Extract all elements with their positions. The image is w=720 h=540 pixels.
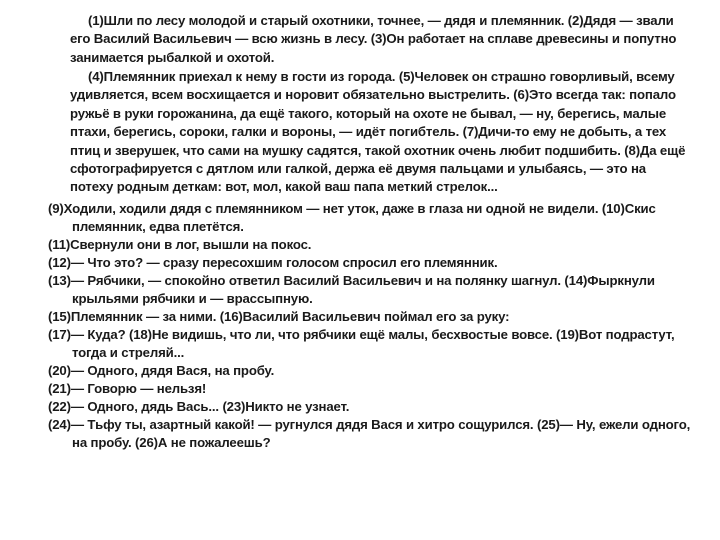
paragraph-2: (4)Племянник приехал к нему в гости из города. (5)Человек он страшно говорливый, всему удивляется, всем восхищается и норовит обязательно выстрелить. (6)Это всегда так: попало ружьё в руки горожанина, да ещё такого, который на охоте не бывал, — ну, берегись, малые птахи, берегись, сороки, галки и вороны, — идёт погибтель. (7)Дичи-то ему не добыть, а тех птиц и зверушек, что сами на мушку садятся, такой охотник очень любит подшибить. (8)Да ещё сфотографируется с дятлом или галкой, держа её двумя пальцами и улыбаясь, — это на потеху родным деткам: вот, мол, какой ваш папа меткий стрелок... [70, 69, 686, 195]
paragraph-8: (17)— Куда? (18)Не видишь, что ли, что рябчики ещё малы, бесхвостые вовсе. (19)Вот подрастут, тогда и стреляй... [48, 327, 675, 361]
paragraph-11: (22)— Одного, дядь Вась... (23)Никто не узнает. [48, 399, 350, 414]
paragraph-12: (24)— Тьфу ты, азартный какой! — ругнулся дядя Вася и хитро сощурился. (25)— Ну, ежели одного, на пробу. (26)А не пожалеешь? [48, 417, 691, 451]
paragraph-10: (21)— Говорю — нельзя! [48, 381, 207, 396]
paragraph-7: (15)Племянник — за ними. (16)Василий Васильевич поймал его за руку: [48, 309, 510, 324]
paragraph-6: (13)— Рябчики, — спокойно ответил Василий Васильевич и на полянку шагнул. (14)Фыркнули крыльями рябчики и — врассыпную. [48, 273, 655, 307]
paragraph-5: (12)— Что это? — сразу пересохшим голосом спросил его племянник. [48, 255, 498, 270]
paragraph-4: (11)Свернули они в лог, вышли на покос. [48, 237, 312, 252]
paragraph-3: (9)Ходили, ходили дядя с племянником — нет уток, даже в глаза ни одной не видели. (10)Скис племянник, едва плетётся. [48, 201, 656, 235]
paragraph-1: (1)Шли по лесу молодой и старый охотники, точнее, — дядя и племянник. (2)Дядя — звали его Василий Васильевич — всю жизнь в лесу. (3)Он работает на сплаве древесины и попутно занимается рыбалкой и охотой. [70, 13, 677, 65]
paragraph-9: (20)— Одного, дядя Вася, на пробу. [48, 363, 275, 378]
